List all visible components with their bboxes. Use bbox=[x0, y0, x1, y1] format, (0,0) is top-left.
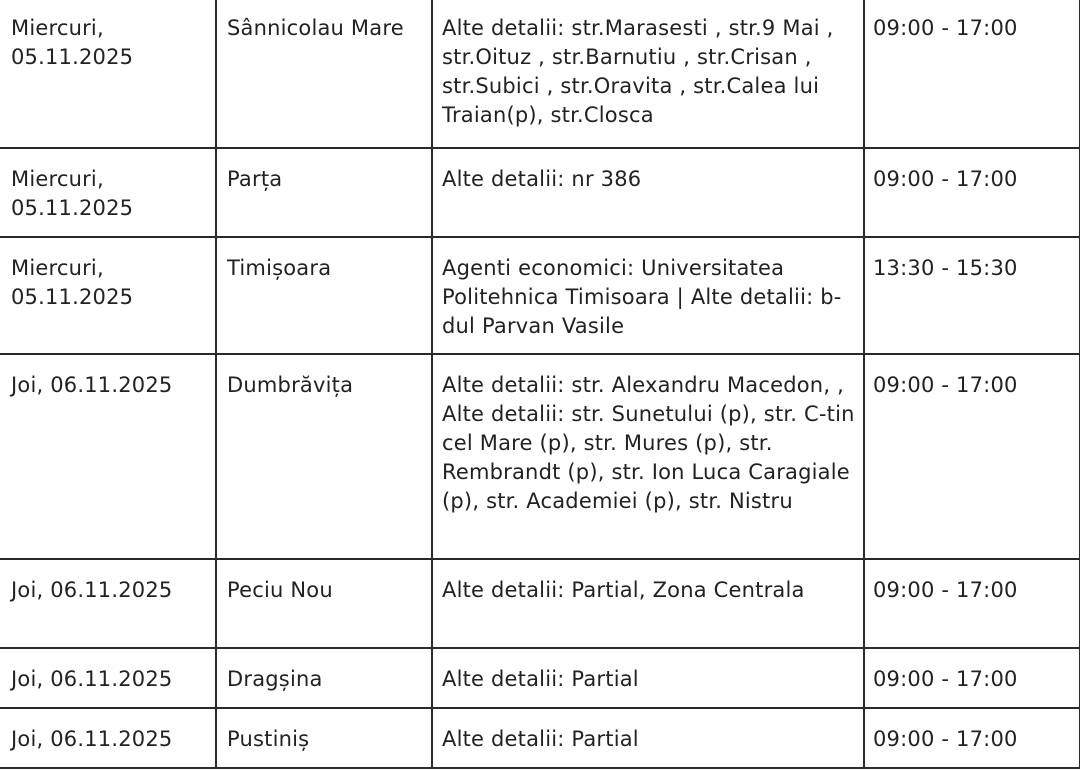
table-row bbox=[0, 0, 1080, 148]
time-interval-cell: 09:00 - 17:00 bbox=[864, 648, 1080, 708]
table-row bbox=[0, 237, 1080, 354]
time-interval-cell: 09:00 - 17:00 bbox=[864, 148, 1080, 237]
time-interval-cell: 09:00 - 17:00 bbox=[864, 0, 1080, 148]
date-cell: Joi, 06.11.2025 bbox=[0, 559, 216, 648]
date-cell: Miercuri, 05.11.2025 bbox=[0, 148, 216, 237]
location-cell: Dragșina bbox=[216, 648, 432, 708]
location-cell: Parța bbox=[216, 148, 432, 237]
date-cell: Miercuri, 05.11.2025 bbox=[0, 0, 216, 148]
time-interval-cell: 09:00 - 17:00 bbox=[864, 708, 1080, 768]
details-cell: Alte detalii: Partial, Zona Centrala bbox=[432, 559, 864, 648]
table-row bbox=[0, 559, 1080, 648]
details-cell: Alte detalii: Partial bbox=[432, 648, 864, 708]
details-cell: Alte detalii: Partial bbox=[432, 708, 864, 768]
time-interval-cell: 09:00 - 17:00 bbox=[864, 559, 1080, 648]
date-cell: Joi, 06.11.2025 bbox=[0, 648, 216, 708]
table-row bbox=[0, 708, 1080, 768]
table-row bbox=[0, 648, 1080, 708]
table-row bbox=[0, 148, 1080, 237]
location-cell: Timișoara bbox=[216, 237, 432, 354]
location-cell: Peciu Nou bbox=[216, 559, 432, 648]
date-cell: Joi, 06.11.2025 bbox=[0, 354, 216, 559]
time-interval-cell: 09:00 - 17:00 bbox=[864, 354, 1080, 559]
details-cell: Alte detalii: str.Marasesti , str.9 Mai , str.Oituz , str.Barnutiu , str.Crisan , str.Subici , str.Oravita , str.Calea lui Traian(p), str.Closca bbox=[432, 0, 864, 148]
date-cell: Joi, 06.11.2025 bbox=[0, 708, 216, 768]
date-cell: Miercuri, 05.11.2025 bbox=[0, 237, 216, 354]
location-cell: Pustiniș bbox=[216, 708, 432, 768]
details-cell: Agenti economici: Universitatea Politehnica Timisoara | Alte detalii: b-dul Parvan Vasile bbox=[432, 237, 864, 354]
location-cell: Dumbrăvița bbox=[216, 354, 432, 559]
time-interval-cell: 13:30 - 15:30 bbox=[864, 237, 1080, 354]
details-cell: Alte detalii: nr 386 bbox=[432, 148, 864, 237]
details-cell: Alte detalii: str. Alexandru Macedon, , Alte detalii: str. Sunetului (p), str. C-tin cel Mare (p), str. Mures (p), str. Rembrandt (p), str. Ion Luca Caragiale (p), str. Academiei (p), str. Nistru bbox=[432, 354, 864, 559]
table-row bbox=[0, 354, 1080, 559]
location-cell: Sânnicolau Mare bbox=[216, 0, 432, 148]
